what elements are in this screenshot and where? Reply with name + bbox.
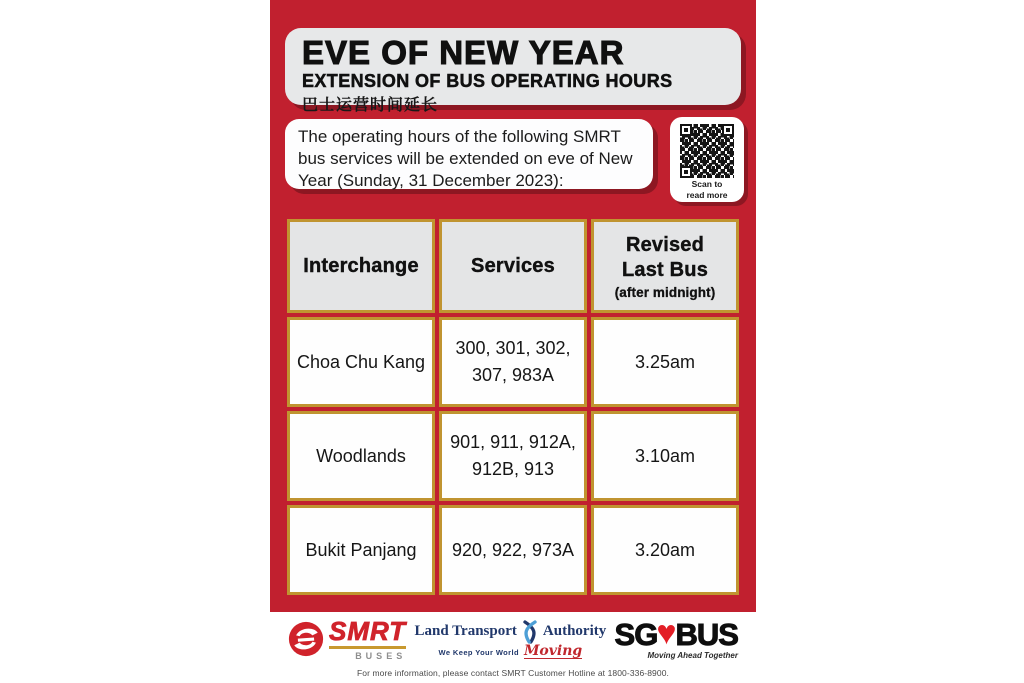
lta-tagline-moving: Moving [523, 642, 583, 659]
cell-services [439, 411, 587, 501]
poster-subtitle: EXTENSION OF BUS OPERATING HOURS [302, 70, 673, 91]
smrt-roundel-icon [288, 621, 324, 657]
qr-code-icon [680, 124, 734, 178]
lta-name-right: Authority [542, 623, 607, 639]
services-value: 300, 301, 302, 307, 983A [455, 338, 571, 385]
cell-last-bus [591, 505, 739, 595]
header-interchange [287, 219, 435, 313]
sgbus-logo [614, 614, 738, 660]
header-revised-line2: Last Bus [621, 258, 709, 281]
cell-services [439, 505, 587, 595]
sgbus-tagline: Moving Ahead Together [647, 650, 738, 660]
header-revised-line1: Revised [625, 233, 705, 256]
footer-logos [270, 613, 756, 665]
qr-caption-line2: read more [686, 190, 728, 201]
table-row [287, 317, 739, 407]
smrt-buses-logo [288, 615, 407, 661]
heart-icon: ♥ [656, 614, 677, 653]
fine-print: For more information, please contact SMRT Customer Hotline at 1800-336-8900. [356, 668, 670, 678]
interchange-value: Choa Chu Kang [296, 351, 426, 372]
qr-finder-icon [680, 124, 692, 136]
last-bus-value: 3.20am [634, 539, 696, 560]
smrt-division-label: BUSES [355, 650, 407, 661]
qr-finder-icon [680, 166, 692, 178]
table-row [287, 505, 739, 595]
qr-caption [670, 179, 744, 201]
table-row [287, 411, 739, 501]
services-value: 920, 922, 973A [451, 539, 575, 560]
smrt-wordmark: SMRT [329, 618, 406, 649]
interchange-value: Bukit Panjang [305, 539, 417, 560]
cell-last-bus [591, 411, 739, 501]
services-value: 901, 911, 912A, 912B, 913 [450, 432, 576, 479]
cell-last-bus [591, 317, 739, 407]
qr-caption-line1: Scan to [691, 179, 723, 189]
sgbus-word-right: BUS [675, 616, 738, 652]
cell-interchange [287, 317, 435, 407]
sgbus-word-left: SG [614, 616, 658, 652]
cell-interchange [287, 505, 435, 595]
table-header-row [287, 219, 739, 313]
header-revised-last-bus [591, 219, 739, 313]
header-services-label: Services [471, 254, 555, 277]
cell-services [439, 317, 587, 407]
last-bus-value: 3.10am [634, 445, 696, 466]
last-bus-value: 3.25am [634, 351, 696, 372]
lta-ribbon-icon [520, 620, 540, 644]
header-services [439, 219, 587, 313]
qr-card [670, 117, 744, 202]
title-card [285, 28, 741, 115]
poster-title: EVE OF NEW YEAR [302, 34, 625, 71]
bus-schedule-table [283, 215, 743, 599]
sgbus-wordmark [614, 614, 738, 653]
lta-tagline-left: We Keep Your World [438, 647, 519, 657]
lta-logo [415, 620, 607, 659]
intro-card [285, 119, 653, 189]
header-revised-note: (after midnight) [614, 284, 716, 300]
lta-name-row [415, 620, 607, 644]
qr-finder-icon [722, 124, 734, 136]
intro-text: The operating hours of the following SMRT bus services will be extended on eve of New Year (Sunday, 31 December 2023): [298, 127, 633, 190]
smrt-logo-text [329, 615, 407, 661]
header-interchange-label: Interchange [303, 254, 419, 277]
interchange-value: Woodlands [316, 445, 406, 466]
lta-tagline-row [439, 644, 583, 659]
cell-interchange [287, 411, 435, 501]
poster-background [270, 0, 756, 612]
lta-name-left: Land Transport [414, 623, 517, 639]
poster-subtitle-chinese: 巴士运营时间延长 [302, 97, 439, 115]
